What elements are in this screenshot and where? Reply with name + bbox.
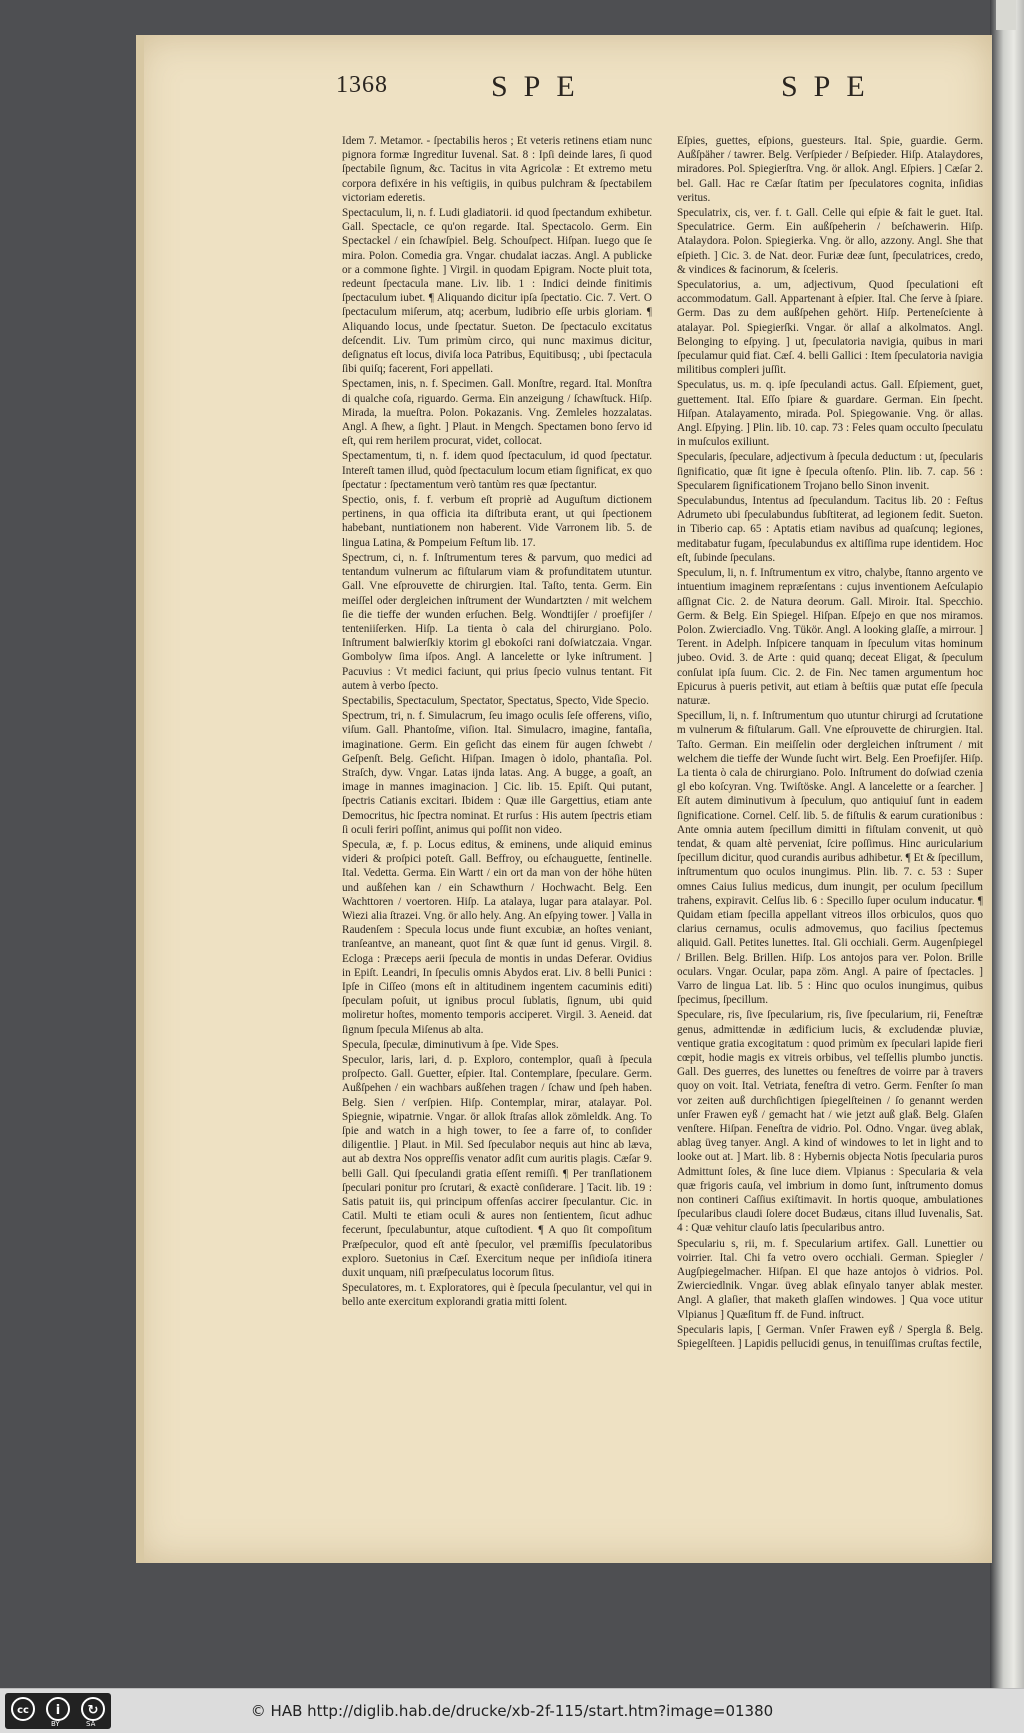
right-column <box>677 134 983 1394</box>
entry-speculatores: Speculatores, m. t. Exploratores, qui è ſpecula ſpeculantur, vel qui in bello ante exercitum explorandi gratia mitti ſolent. <box>342 1282 652 1309</box>
cc-icon: cc <box>11 1697 35 1721</box>
entry-specularis: Specularis, ſpeculare, adjectivum à ſpecula deductum : ut, ſpecularis ſignificatio, quæ ſit igne è ſpecula oſtenſo. Plin. lib. 7. cap. 56 : Specularem ſignificationem Trojano bello Sinon invenit. <box>677 451 983 492</box>
book-cover-corner <box>996 0 1016 30</box>
entry-speculor: Speculor, laris, lari, d. p. Exploro, contemplor, quaſi à ſpecula proſpecto. Gall. Guetter, eſpier. Ital. Contemplare, ſpeculare. Germ. Außſpehen / ein wachbars außſehen tragen / ſchaw und ſpeh haben. Belg. Sien / verſpien. Hiſp. Contemplar, mirar, atalayar. Pol. Spiegnie, wipatrnie. Vngar. ör allok ſtraſas allok zömleldk. Ang. To ſpie and watch in a high tower, to ſee a farre of, to conſider diligentlie. ] Plaut. in Mil. Sed ſpeculabor nequis aut hinc ab læva, aut ab dextra Nos oppreſſis venator adſit cum auritis plagis. Cæſar 9. belli Gall. Qui ſpeculandi gratia eſſent remiſſi. ¶ Per tranſlationem ſpeculari ponitur pro ſcrutari, & exactè conſiderare. ] Tacit. lib. 19 : Satis patuit iis, qui principum offenſas accirer ſpeculantur. Cic. in Catil. Multi te etiam oculi & aures non ſentientem, ſicut adhuc fecerunt, ſpeculabuntur, atque cuſtodient. ¶ A quo ſit compoſitum Præſpeculor, quod eſt antè ſpeculor, vel præmiſſis ſpeculatoribus exploro. Suetonius in Cæſ. Exercitum neque per inſidioſa itinera duxit unquam, niſi præſpeculatus locorum ſitus. <box>342 1054 652 1280</box>
entry-speculatus: Speculatus, us. m. q. ipſe ſpeculandi actus. Gall. Eſpiement, guet, guettement. Ital. Eſſo ſpiare & guardare. German. Ein ſpecht. Hiſpan. Atalayamento, mirada. Pol. Spiegowanie. Vng. ör allas. Angl. Eſpying. ] Plin. lib. 10. cap. 73 : Feles quam occulto ſpeculatu in muſculos exiliunt. <box>677 379 983 449</box>
entry-speculatorius: Speculatorius, a. um, adjectivum, Quod ſpeculationi eſt accommodatum. Gall. Appartenant à eſpier. Ital. Che ſerve à ſpiare. Germ. Das zu dem außſpehen gehört. Hiſp. Perteneſciente à atalayar. Pol. Spiegierſki. Vngar. ör allaſ a alkolmatos. Angl. Belonging to eſpying. ] ut, ſpeculatoria navigia, quibus in mari ſpeculamur quid fiat. Cæſ. 4. belli Gallici : Item ſpeculatoria navigia militibus compleri juſſit. <box>677 279 983 377</box>
entry-spectamentum: Spectamentum, ti, n. f. idem quod ſpectaculum, id quod ſpectatur. Intereſt tamen illud, quòd ſpectaculum locum etiam ſignificat, ex quo ſpectatur : ſpectamentum verò tantùm res quæ ſpectantur. <box>342 450 652 491</box>
source-url[interactable]: © HAB http://diglib.hab.de/drucke/xb-2f-115/start.htm?image=01380 <box>250 1702 774 1720</box>
page-binding-strip <box>136 35 144 1563</box>
entry-spectaculum: Spectaculum, li, n. f. Ludi gladiatorii. id quod ſpectandum exhibetur. Gall. Spectacle, ce qu'on regarde. Ital. Spectacolo. Germ. Ein Spectackel / ein ſchawſpiel. Belg. Schouſpect. Hiſpan. Iuego que ſe mira. Polon. Comedia gra. Vngar. chudalat iaczas. Angl. A publicke or a commone ſighte. ] Virgil. in quodam Epigram. Nocte pluit tota, redeunt ſpectacula mane. Liv. lib. 1 : Indici deinde finitimis ſpectaculum iubet. ¶ Aliquando dicitur ipſa ſpectatio. Cic. 7. Vert. O ſpectaculum miſerum, atq; acerbum, ludibrio eſſe urbis gloriam. ¶ Aliquando locus, unde ſpectatur. Sueton. De ſpectaculo excitatus deſcendit. Liv. Tum primùm circo, qui nunc maximus dicitur, deſignatus eſt locus, diviſa loca Patribus, Equitibusq; , ubi ſpectacula ſibi quiſq; facerent, Fori appellati. <box>342 207 652 376</box>
entry-speculatrix: Speculatrix, cis, ver. f. t. Gall. Celle qui eſpie & fait le guet. Ital. Speculatrice. Germ. Ein außſpeherin / beſchawerin. Hiſp. Atalaydora. Polon. Spiegierka. Vng. ör allo, azzony. Angl. She that eſpieth. ] Cic. 3. de Nat. deor. Furiæ deæ ſunt, ſpeculatrices, credo, & vindices & facinorum, & ſceleris. <box>677 207 983 276</box>
entry-speculare: Speculare, ris, ſive ſpecularium, ris, ſive ſpecularium, rii, Feneſtræ genus, admittendæ in ædificium lucis, & excludendæ pluviæ, ventique gratia excogitatum : quod primùm ex ſpeculari lapide fieri cœpit, hodie magis ex vitreis orbibus, vel teſſellis plumbo junctis. Gall. Des guerres, des lunettes ou feneſtres de voirre par à travers quoy on voit. Ital. Vetriata, feneſtra di vetro. Germ. Fenſter ſo man vor zeiten auß durchſichtigen ſpiegelſteinen / ſo genannt werden unſer Frawen eyß / gemacht hat / wie jetzt auß glaß. Belg. Glaſen venſtere. Hiſpan. Feneſtra de vidrio. Pol. Odno. Vngar. üveg ablak, ablag üveg tanyer. Angl. A kind of windowes to let in light and to looke out at. ] Mart. lib. 8 : Hybernis objecta Notis ſpecularia puros Admittunt ſoles, & ſine luce diem. Vlpianus : Specularia & vela quæ frigoris cauſa, vel imbrium in domo ſunt, inſtrumento domus non contineri Caſſius exiſtimavit. In hortis quoque, ambulationes ſpecularibus claudi ſolere docet Budæus, citans illud Iuvenalis, Sat. 4 : Quæ vehitur clauſo latis ſpecularibus antro. <box>677 1009 983 1235</box>
book-cover-edge <box>990 0 1024 1688</box>
entry-speculum: Speculum, li, n. f. Inſtrumentum ex vitro, chalybe, ſtanno argento ve intuentium imaginem repræſentans : cujus inventionem Aeſculapio aſſignat Cic. 2. de Natura deorum. Gall. Miroir. Ital. Specchio. Germ. & Belg. Ein Spiegel. Hiſpan. Eſpejo en que nos miramos. Polon. Zwierciadlo. Vng. Tükör. Angl. A looking glaſſe, a mirrour. ] Terent. in Adelph. Inſpicere tanquam in ſpeculum vitas hominum jubeo. Ovid. 3. de Arte : quid quanq; deceat Eligat, & ſpeculum conſulat ipſa ſuum. Cic. 2. de Fin. Nec tamen argumentum hoc Epicurus à pueris petivit, aut etiam à beſtiis quæ putat eſſe ſpecula naturæ. <box>677 567 983 707</box>
page-number: 1368 <box>336 72 388 98</box>
entry-speculabundus: Speculabundus, Intentus ad ſpeculandum. Tacitus lib. 20 : Feſtus Adrumeto ubi ſpeculabundus ſubſtiterat, ad legionem ſedit. Sueton. in Tiberio cap. 65 : Aptatis etiam navibus ad quaſcunq; legiones, meditabatur fugam, ſpeculabundus ex altiſſima rupe identidem. Hoc eſt, ſubinde ſpeculans. <box>677 495 983 564</box>
entry-spectio: Spectio, onis, f. f. verbum eſt propriè ad Auguſtum dictionem pertinens, in qua officia ita diſtributa erant, ut qui ſpectionem habebant, nuntiationem non haberent. Vide Varronem lib. 5. de lingua Latina, & Pompeium Feſtum lib. 17. <box>342 494 652 549</box>
entry-text: Eſpies, guettes, eſpions, guesteurs. Ital. Spie, guardie. Germ. Außſpäher / tawrer. Belg. Verſpieder / Beſpieder. Hiſp. Atalaydores, miradores. Pol. Spiegierſtra. Vng. ör allok. Angl. Eſpiers. ] Cæſar 2. bel. Gall. Hac re Cæſar ſtatim per ſpeculatores cognita, inſidias veritus. <box>677 135 983 204</box>
left-column <box>342 134 652 1394</box>
running-head-right: SPE <box>781 70 881 103</box>
entry-specularius: Speculariu s, rii, m. f. Specularium artifex. Gall. Lunettier ou voirrier. Ital. Chi fa vetro overo occhiali. German. Spiegler / Augſpiegelmacher. Hiſpan. El que haze antojos ò vidrios. Pol. Zwierciedlnik. Vngar. üveg ablak eſinyalo tanyer ablak mester. Angl. A glaſier, that maketh glaſſen windowes. ] Qua voce utitur Vlpianus ] Quæſitum ff. de Fund. inſtruct. <box>677 1237 983 1321</box>
entry-spectamen: Spectamen, inis, n. f. Specimen. Gall. Monſtre, regard. Ital. Monſtra di qualche coſa, riguardo. Germa. Ein anzeigung / ſchawſtuck. Hiſp. Mirada, la mueſtra. Polon. Pokazanis. Vng. Zemleles hozzalatas. Angl. A ſhew, a ſight. ] Plaut. in Mengch. Spectamen bono ſervo id eſt, qui rem herilem procurat, videt, collocat. <box>342 378 652 448</box>
share-alike-icon: ↻ <box>81 1697 105 1721</box>
entry-specularis-lapis: Specularis lapis, [ German. Vnſer Frawen eyß / Spergla ß. Belg. Spiegelſteen. ] Lapidis pellucidi genus, in tenuiſſimas cruſtas fectile, <box>677 1323 983 1351</box>
viewer-footer <box>0 1688 1024 1733</box>
entry-specula-diminutive: Specula, ſpeculæ, diminutivum à ſpe. Vide Spes. <box>342 1038 559 1051</box>
entry-text: Idem 7. Metamor. - ſpectabilis heros ; Et veteris retinens etiam nunc pignora formæ Ingreditur Iuvenal. Sat. 8 : Ipſi deinde lares, ſi quod ſpectabile ſignum, &c. Tacitus in vita Agricolæ : Et extremo metu corpora defixére in his veſtigiis, in quibus pulchram & ſpectabilem victoriam ederetis. <box>342 135 652 204</box>
running-head-left: SPE <box>491 70 591 103</box>
entry-spectabilis: Spectabilis, Spectaculum, Spectator, Spectatus, Specto, Vide Specio. <box>342 694 649 707</box>
page-header <box>136 70 992 120</box>
attribution-icon: i <box>46 1697 70 1721</box>
entry-specula: Specula, æ, f. p. Locus editus, & eminens, unde aliquid eminus videri & proſpici poteſt. Gall. Beffroy, ou eſchauguette, ſentinelle. Ital. Vedetta. Germa. Ein Wartt / ein ort da man von der höhe hüten und außſehen kan / ein Schawthurn / Hochwacht. Belg. Een Wachttoren / voertoren. Hiſp. La atalaya, lugar para atalayar. Pol. Wiezi alia ſtrazei. Vng. ör allo hely. Ang. An eſpying tower. ] Valla in Raudenſem : Specula locus unde fiunt excubiæ, an hoſtes veniant, tranſeantve, an maneant, quot ſint & quæ ſunt id genus. Virgil. 8. Ecloga : Præceps aerii ſpecula de montis in undas Deferar. Ovidius in Epiſt. Leandri, In ſpeculis omnis Abydos erat. Liv. 8 belli Punici : Ipſe in Ciſſeo (mons eſt in altitudinem ingentem cacuminis editi) ſpeculam poſuit, ut ignibus procul ſublatis, ſignum, ubi quid moliretur hoſtes, momento temporis acciperet. Virgil. 3. Aeneid. dat ſignum ſpecula Miſenus ab alta. <box>342 838 652 1036</box>
entry-spectrum-instrument: Spectrum, ci, n. f. Inſtrumentum teres & parvum, quo medici ad tentandum vulnerum ac fiſtularum viam & profunditatem utuntur. Gall. Vne eſprouvette de chirurgien. Ital. Taſto, tenta. Germ. Ein meiſſel oder dergleichen inſtrument der Wundartzten / mit welchem ſie die tieffe der wunden erſuchen. Belg. Wondtijſer / proefijſer / tenteniiſerken. Hiſp. La tienta ò cala del chirurgiano. Polo. Inſtrument balwierſkiy ktorim gl ebokoſci rani doſwiatczaia. Vngar. Gombolyw ſima iſpos. Angl. A lancelette or lyke inſtrument. ] Pacuvius : Vt medici faciunt, qui prius ſpecio vulnus tentant. Fit autem à verbo ſpecto. <box>342 551 652 692</box>
entry-spectrum: Spectrum, tri, n. f. Simulacrum, ſeu imago oculis ſeſe offerens, viſio, viſum. Gall. Phantoſme, viſion. Ital. Simulacro, imagine, fantaſia, imaginatione. Germ. Ein geſicht das einem für augen ſchwebt / Geſpenſt. Belg. Geſicht. Hiſpan. Imagen ò idolo, phantaſia. Pol. Straſch, dyw. Vngar. Latas ijnda latas. Ang. A bugge, a goaſt, an image in mannes imaginacion. ] Cic. lib. 15. Epiſt. Qui putant, ſpectris Catianis excitari. Ibidem : Quæ ille Gargettius, etiam ante Democritus, hic ſpectra nominat. Et rurſus : His autem ſpectris etiam ſi oculi feriri poſſint, animus qui poſſit non video. <box>342 710 652 836</box>
license-by-label: BY <box>51 1720 60 1728</box>
entry-specillum: Specillum, li, n. f. Inſtrumentum quo utuntur chirurgi ad ſcrutatione m vulnerum & fiſtularum. Gall. Vne eſprouvette de chirurgien. Ital. Taſto. German. Ein meiſſelin oder dergleichen inſtrument / mit welchem die tieffe der Wunde ſucht wirt. Belg. Een Proefijſer. Hiſp. La tienta ò cala de chirurgiano. Polo. Inſtrument do doſwiad czenia gl ebo koſcyran. Vng. Twiſtöske. Angl. A lancelette or a ſearcher. ] Eſt autem diminutivum à ſpeculum, quo antiquiuſ ſunt in eadem ſignificatione. Cornel. Celſ. lib. 5. de fiſtulis & earum curationibus : Ante omnia autem ſpecillum dimitti in fiſtulam convenit, ut quò tendat, & quam altè perveniat, ſcire poſſimus. Hinc auricularium ſpecillum dicitur, quod curandis auribus adhibetur. ¶ Et & ſpecillum, inſtrumentum quo oculos inungimus. Plin. lib. 7. c. 53 : Super omnes Caius Iulius medicus, dum inungit, per oculum ſpecillum trahens, expiravit. Celſus lib. 6 : Specillo ſuper oculum inducatur. ¶ Quidam etiam ſpecilla appellant vitreos illos orbiculos, quos quo clarius cernamus, oculis admovemus, quo facilius ſpectemus aliquid. Gall. Petites lunettes. Ital. Gli occhiali. Germ. Augenſpiegel / Brillen. Belg. Brillen. Hiſp. Los antojos para ver. Polon. Brille oculars. Vngar. Ocular, papa zöm. Angl. A paire of ſpectacles. ] Varro de lingua Lat. lib. 5 : Hinc quo oculos inungimus, quibus ſpecimus, ſpecillum. <box>677 710 983 1007</box>
license-sa-label: SA <box>86 1720 96 1728</box>
